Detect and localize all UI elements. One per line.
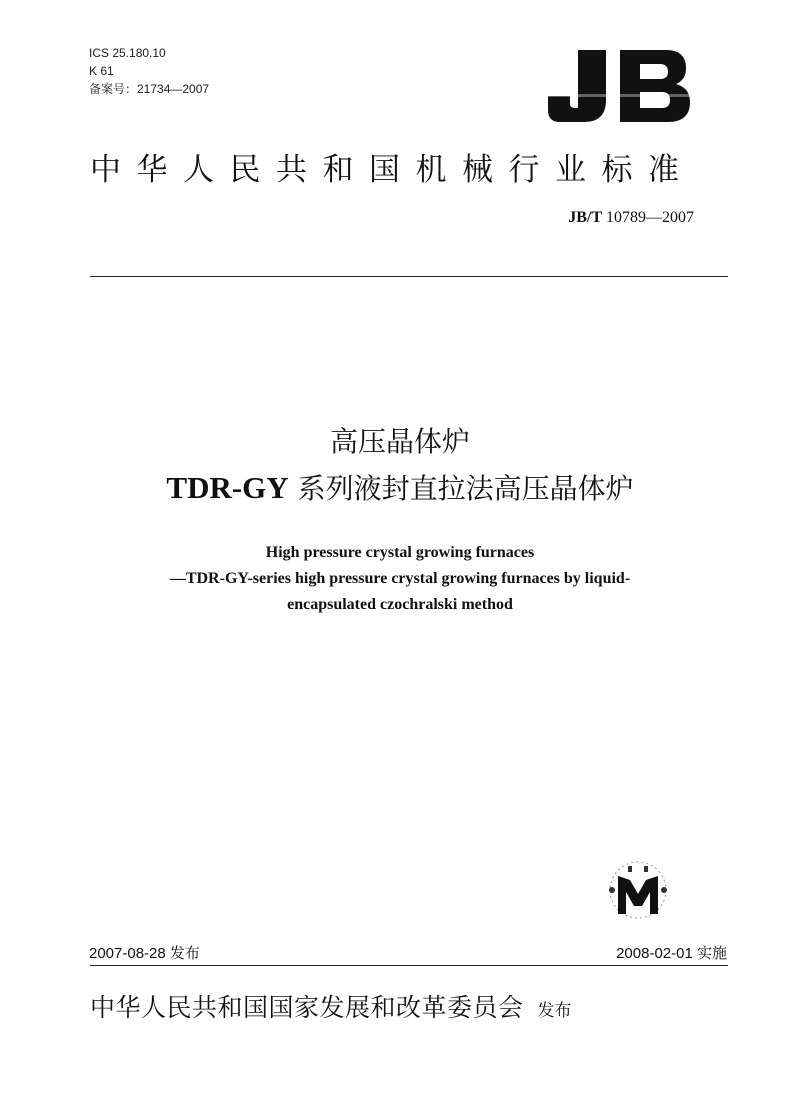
english-title-line-2: —TDR-GY-series high pressure crystal growing furnaces by liquid- [169,570,631,587]
publisher-emblem-icon [600,858,676,922]
standard-number [568,208,694,228]
chinese-title-line-1: 高压晶体炉 [329,425,470,458]
english-title-line-1: High pressure crystal growing furnaces [265,544,535,561]
implementation-date: 2008-02-01 实施 [616,945,727,962]
classification-codes [89,44,209,98]
header-divider [90,276,728,277]
chinese-title-description: 系列液封直拉法高压晶体炉 [288,472,634,505]
issuing-authority [90,992,730,1027]
standard-number-prefix: JB/T [568,209,602,226]
standard-number-rest: 10789—2007 [602,209,694,226]
english-title-line-3: encapsulated czochralski method [287,596,513,613]
issuing-suffix: 发布 [537,1001,572,1021]
issuing-organization: 中华人民共和国国家发展和改革委员会 [90,993,524,1022]
jb-logo-icon [548,50,690,122]
chinese-title-model: TDR-GY [166,470,289,505]
ics-code: ICS 25.180.10 [89,46,166,60]
record-number: 备案号：21734—2007 [89,82,210,96]
ccs-code: K 61 [89,64,114,78]
standard-category-title: 中华人民共和国机械行业标准 [90,152,695,188]
footer-divider [90,965,728,966]
chinese-title-line-2 [0,470,800,507]
issue-date: 2007-08-28 发布 [89,945,200,962]
